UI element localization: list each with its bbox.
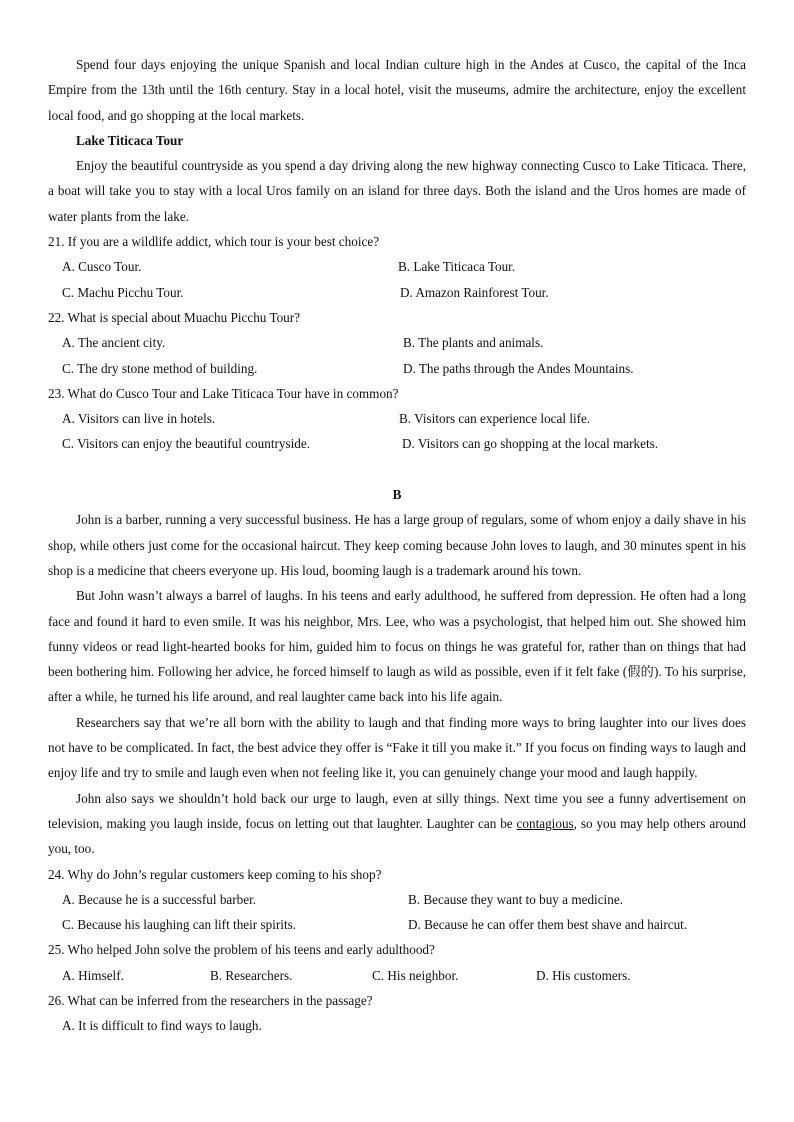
option-b: B. The plants and animals. [403, 335, 544, 351]
section-b-title: B [392, 487, 402, 503]
question-21 [48, 229, 746, 305]
question-stem: 22. What is special about Muachu Picchu Tour? [48, 309, 301, 325]
options-row [48, 1013, 746, 1038]
option-c: C. The dry stone method of building. [62, 360, 258, 376]
option-c: C. Machu Picchu Tour. [62, 284, 184, 300]
exam-page [48, 52, 746, 1039]
options-row [48, 912, 746, 937]
question-stem: 25. Who helped John solve the problem of his teens and early adulthood? [48, 942, 435, 958]
options-row [48, 356, 746, 381]
option-d: D. Visitors can go shopping at the local markets. [402, 436, 659, 452]
option-a: A. Cusco Tour. [62, 259, 142, 275]
options-row [48, 280, 746, 305]
passage-b-paragraph-2: But John wasn’t always a barrel of laughs. In his teens and early adulthood, he suffered from depression. He often had a long face and found it hard to even smile. It was his neighbor, Mrs. Lee, who was a psychologist, that helped him out. She showed him funny videos or read light-hearted books for him, guided him to focus on things he was grateful for, rather than on things that had been bothering him. Following her advice, he forced himself to laugh as wild as possible, even if it felt fake (假的). To his surprise, after a while, he turned his life around, and real laughter came back into his life again. [48, 588, 746, 705]
passage-b-paragraph-1: John is a barber, running a very successful business. He has a large group of regulars, some of whom enjoy a daily shave in his shop, while others just come for the occasional haircut. They keep coming because John loves to laugh, and 30 minutes spent in his shop is a medicine that cheers everyone up. His loud, booming laugh is a trademark around his town. [48, 512, 746, 578]
option-d: D. The paths through the Andes Mountains. [403, 360, 634, 376]
options-row [48, 887, 746, 912]
question-stem: 26. What can be inferred from the researchers in the passage? [48, 992, 373, 1008]
option-b: B. Lake Titicaca Tour. [398, 259, 516, 275]
question-23 [48, 381, 746, 457]
option-a: A. Himself. [62, 967, 124, 983]
option-c: C. Visitors can enjoy the beautiful countryside. [62, 436, 311, 452]
underlined-word-contagious: contagious [516, 815, 574, 831]
question-stem: 23. What do Cusco Tour and Lake Titicaca Tour have in common? [48, 385, 399, 401]
paragraph-4-text-start: John also says we shouldn’t hold back our urge to laugh, even at silly things. Next time you see a funny advertisement on television, making you laugh inside, focus on letting out that laughter. Laughter can be [48, 790, 746, 831]
question-26 [48, 988, 746, 1039]
option-b: B. Visitors can experience local life. [399, 411, 591, 427]
option-c: C. His neighbor. [372, 967, 459, 983]
option-b: B. Because they want to buy a medicine. [408, 891, 623, 907]
option-a: A. The ancient city. [62, 335, 166, 351]
options-row [48, 963, 746, 988]
option-a: A. It is difficult to find ways to laugh. [62, 1018, 262, 1034]
question-24 [48, 862, 746, 938]
options-row [48, 431, 746, 456]
options-row [48, 406, 746, 431]
titicaca-tour-heading: Lake Titicaca Tour [76, 132, 184, 148]
option-a: A. Visitors can live in hotels. [62, 411, 216, 427]
question-stem: 24. Why do John’s regular customers keep coming to his shop? [48, 866, 382, 882]
question-25 [48, 937, 746, 988]
option-d: D. His customers. [536, 967, 631, 983]
passage-b-paragraph-4 [48, 786, 746, 862]
paragraph-4-text-end: , so you may help others around you, too. [48, 815, 747, 857]
options-row [48, 330, 746, 355]
option-d: D. Because he can offer them best shave and haircut. [408, 917, 688, 933]
titicaca-tour-paragraph: Enjoy the beautiful countryside as you spend a day driving along the new highway connecting Cusco to Lake Titicaca. There, a boat will take you to stay with a local Uros family on an island for three days. Both the island and the Uros homes are made of water plants from the lake. [48, 158, 746, 224]
option-c: C. Because his laughing can lift their spirits. [62, 917, 297, 933]
cusco-tour-paragraph: Spend four days enjoying the unique Spanish and local Indian culture high in the Andes at Cusco, the capital of the Inca Empire from the 13th until the 16th century. Stay in a local hotel, visit the museums, admire the architecture, enjoy the excellent local food, and go shopping at the local markets. [48, 57, 746, 123]
passage-b-paragraph-3: Researchers say that we’re all born with the ability to laugh and that finding more ways to bring laughter into our lives does not have to be complicated. In fact, the best advice they offer is “Fake it till you make it.” If you focus on finding ways to laugh and enjoy life and try to smile and laugh even when not feeling like it, you can genuinely change your mood and laugh happily. [48, 714, 746, 781]
section-gap [48, 457, 746, 482]
question-stem: 21. If you are a wildlife addict, which tour is your best choice? [48, 234, 380, 250]
option-a: A. Because he is a successful barber. [62, 891, 257, 907]
question-22 [48, 305, 746, 381]
options-row [48, 254, 746, 279]
option-d: D. Amazon Rainforest Tour. [400, 284, 549, 300]
option-b: B. Researchers. [210, 967, 293, 983]
